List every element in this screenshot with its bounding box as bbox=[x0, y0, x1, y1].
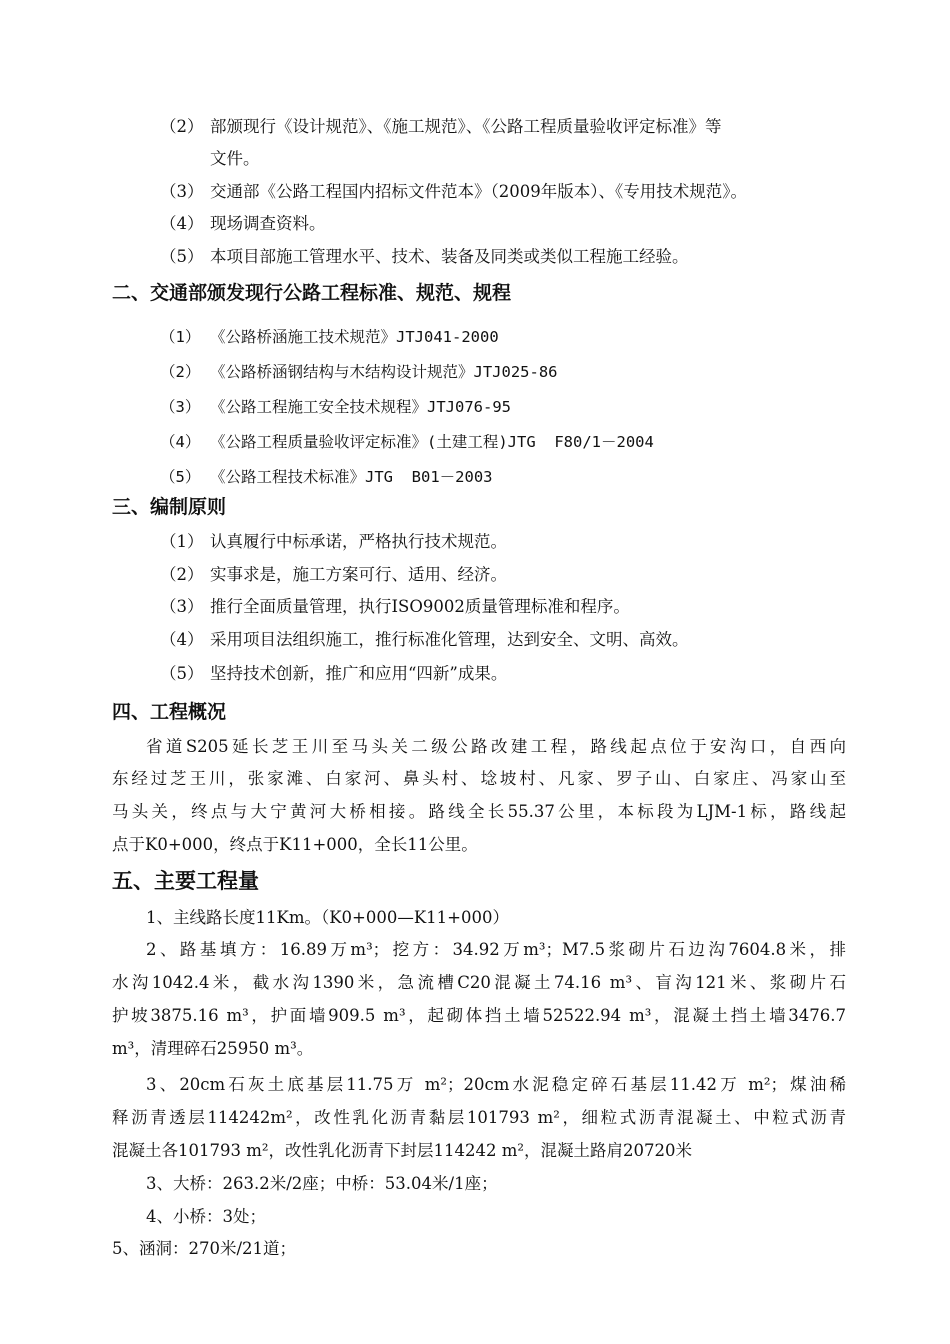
s4-line-3: 马头关，终点与大宁黄河大桥相接。路线全长55.37公里，本标段为LJM-1标，路线起 bbox=[112, 802, 846, 821]
item-number: （4） bbox=[160, 214, 204, 233]
s5-item-2-line-4: m³，清理碎石25950 m³。 bbox=[112, 1039, 314, 1058]
s1-item-2-cont: 文件。 bbox=[210, 149, 260, 168]
s2-item-4 bbox=[160, 431, 654, 453]
item-text: 部颁现行《设计规范》、《施工规范》、《公路工程质量验收评定标准》等 bbox=[210, 117, 722, 136]
item-text: 坚持技术创新，推广和应用“四新”成果。 bbox=[210, 664, 508, 683]
s5-item-6: 5、涵洞：270米/21道； bbox=[112, 1239, 297, 1258]
item-text: 《公路桥涵钢结构与木结构设计规范》JTJ025-86 bbox=[210, 363, 558, 381]
s5-item-3-line-2: 释沥青透层114242m²，改性乳化沥青黏层101793 m²，细粒式沥青混凝土、中粒式沥青 bbox=[112, 1108, 846, 1127]
item-number: （5） bbox=[160, 247, 204, 266]
s1-item-5 bbox=[160, 246, 689, 268]
s2-item-3 bbox=[160, 396, 511, 418]
item-number: （2） bbox=[160, 363, 201, 381]
s5-item-4: 3、大桥：263.2米/2座；中桥：53.04米/1座； bbox=[146, 1174, 498, 1193]
item-text: 本项目部施工管理水平、技术、装备及同类或类似工程施工经验。 bbox=[210, 247, 689, 266]
item-text: 《公路工程施工安全技术规程》JTJ076-95 bbox=[210, 398, 511, 416]
section3-heading: 三、编制原则 bbox=[112, 496, 227, 518]
item-number: （2） bbox=[160, 117, 204, 136]
s5-item-2-line-2: 水沟1042.4米，截水沟1390米，急流槽C20混凝土74.16 m³、盲沟121米、浆砌片石 bbox=[112, 973, 846, 992]
item-number: （2） bbox=[160, 565, 204, 584]
section4-heading: 四、工程概况 bbox=[112, 701, 227, 723]
item-number: （5） bbox=[160, 664, 204, 683]
item-number: （3） bbox=[160, 597, 204, 616]
item-number: （3） bbox=[160, 182, 204, 201]
s2-item-5 bbox=[160, 466, 492, 488]
s5-item-5: 4、小桥：3处； bbox=[146, 1207, 266, 1226]
s2-item-1 bbox=[160, 326, 499, 348]
item-text: 《公路桥涵施工技术规范》JTJ041-2000 bbox=[210, 328, 499, 346]
s5-item-2-line-1: 2、路基填方：16.89万m³；挖方：34.92万m³；M7.5浆砌片石边沟7604.8米，排 bbox=[146, 940, 846, 959]
s3-item-4 bbox=[160, 629, 689, 651]
s2-item-2 bbox=[160, 361, 558, 383]
item-text: 现场调查资料。 bbox=[210, 214, 326, 233]
s5-item-3-line-1: 3、20cm石灰土底基层11.75万 m²；20cm水泥稳定碎石基层11.42万 m²；煤油稀 bbox=[146, 1075, 846, 1094]
s5-item-3-line-3: 混凝土各101793 m²，改性乳化沥青下封层114242 m²，混凝土路肩20720米 bbox=[112, 1141, 692, 1160]
s1-item-4 bbox=[160, 213, 326, 235]
s3-item-5 bbox=[160, 663, 507, 685]
item-number: （5） bbox=[160, 468, 201, 486]
item-text: 实事求是，施工方案可行、适用、经济。 bbox=[210, 565, 507, 584]
s1-item-2 bbox=[160, 116, 722, 138]
s5-item-2-line-3: 护坡3875.16 m³，护面墙909.5 m³，起砌体挡土墙52522.94 m³，混凝土挡土墙3476.7 bbox=[112, 1006, 846, 1025]
item-text: 交通部《公路工程国内招标文件范本》（2009年版本）、《专用技术规范》。 bbox=[210, 182, 747, 201]
s3-item-2 bbox=[160, 564, 507, 586]
item-number: （1） bbox=[160, 328, 201, 346]
s4-line-4: 点于K0+000，终点于K11+000，全长11公里。 bbox=[112, 835, 478, 854]
item-number: （4） bbox=[160, 630, 204, 649]
item-text: 推行全面质量管理，执行ISO9002质量管理标准和程序。 bbox=[210, 597, 630, 616]
item-number: （1） bbox=[160, 532, 204, 551]
item-number: （3） bbox=[160, 398, 201, 416]
item-text: 《公路工程质量验收评定标准》(土建工程)JTG F80/1－2004 bbox=[210, 433, 654, 451]
s5-item-1: 1、主线路长度11Km。（K0+000—K11+000） bbox=[146, 908, 509, 927]
s1-item-3 bbox=[160, 181, 747, 203]
item-text: 《公路工程技术标准》JTG B01－2003 bbox=[210, 468, 493, 486]
item-text: 采用项目法组织施工，推行标准化管理，达到安全、文明、高效。 bbox=[210, 630, 689, 649]
s4-line-1: 省道S205延长芝王川至马头关二级公路改建工程，路线起点位于安沟口，自西向 bbox=[146, 737, 846, 756]
item-text: 认真履行中标承诺，严格执行技术规范。 bbox=[210, 532, 507, 551]
item-number: （4） bbox=[160, 433, 201, 451]
s3-item-3 bbox=[160, 596, 630, 618]
section2-heading: 二、交通部颁发现行公路工程标准、规范、规程 bbox=[112, 282, 512, 304]
s4-line-2: 东经过芝王川，张家滩、白家河、鼻头村、埝坡村、凡家、罗子山、白家庄、冯家山至 bbox=[112, 769, 846, 788]
s3-item-1 bbox=[160, 531, 507, 553]
section5-heading: 五、主要工程量 bbox=[112, 869, 259, 893]
